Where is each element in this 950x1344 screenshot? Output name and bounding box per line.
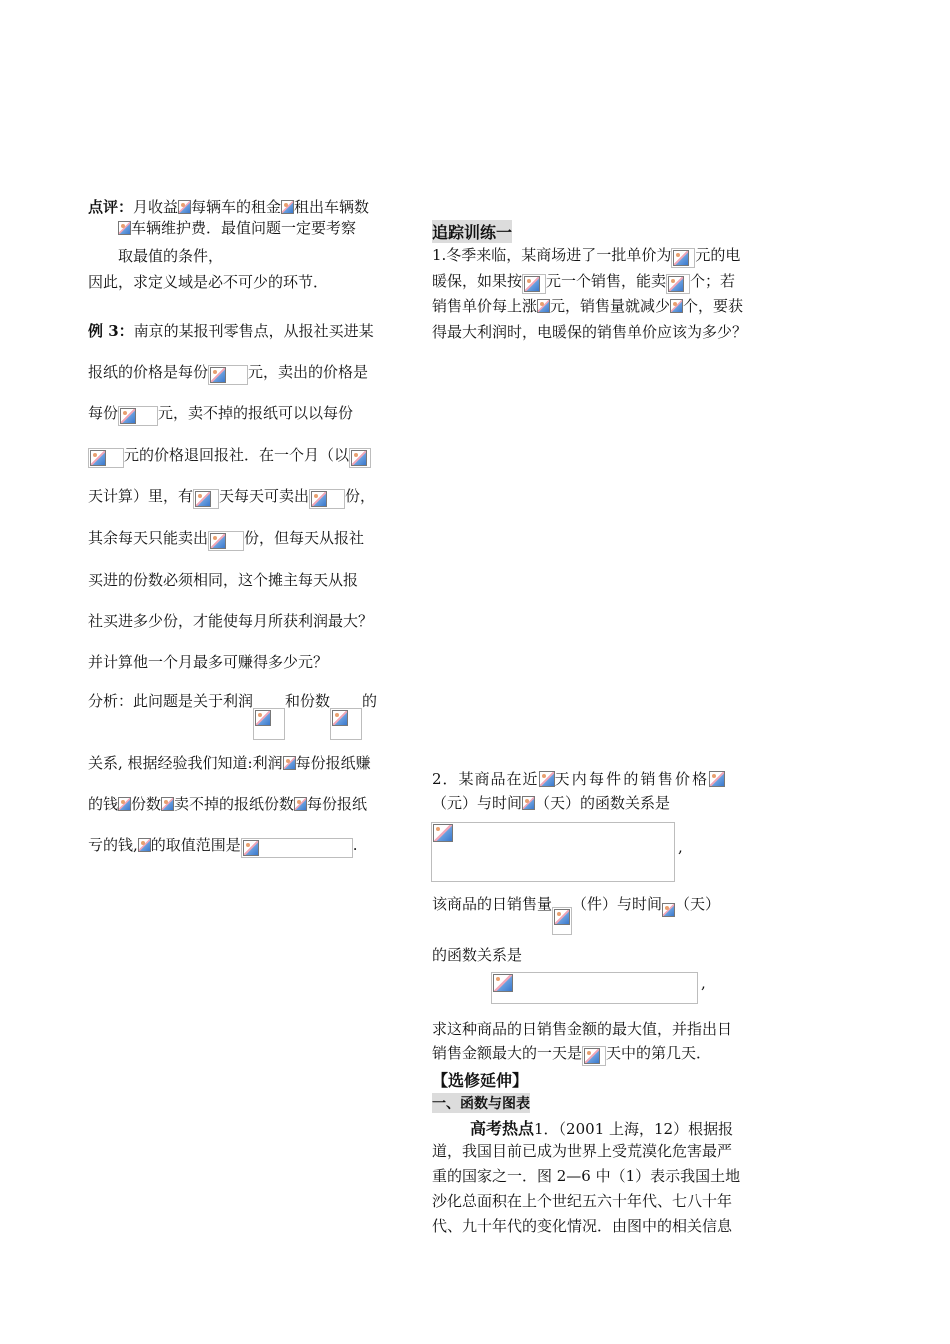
- analysis-text: 的取值范围是: [150, 836, 241, 854]
- formula-box: [309, 489, 345, 509]
- question-text: 2．某商品在近: [432, 770, 539, 788]
- question-text: 个；若: [690, 272, 736, 290]
- example-text: 元的价格退回报社．在一个月（以: [124, 446, 350, 464]
- analysis-text: 每份报纸赚: [295, 754, 371, 772]
- q2-line-4: 的函数关系是: [432, 946, 523, 964]
- formula-box: [666, 274, 690, 294]
- hot-line-1: [470, 1116, 733, 1139]
- formula-image-icon: [118, 221, 131, 235]
- question-text: 1.冬季来临，某商场进了一批单价为: [432, 246, 672, 264]
- analysis-text: 亏的钱,: [88, 836, 138, 854]
- hot-line-3: 重的国家之一．图 2—6 中（1）表示我国土地: [432, 1167, 741, 1185]
- formula-image-icon: [662, 903, 675, 917]
- formula-box: [208, 531, 244, 551]
- formula-image-icon: [118, 797, 131, 811]
- formula-image-icon: [522, 796, 535, 810]
- question-text: 个，要获: [683, 297, 744, 315]
- comma: ,: [701, 974, 706, 992]
- question-text: 天内每件的销售价格: [554, 770, 710, 788]
- analysis-text: 关系, 根据经验我们知道:利润: [88, 754, 283, 772]
- example-text: 南京的某报刊零售点，从报社买进某: [133, 322, 374, 340]
- formula-image-icon: [433, 824, 453, 842]
- question-text: 元的电: [695, 246, 741, 264]
- formula-box: [193, 489, 219, 509]
- q2-line-2: [432, 792, 670, 813]
- formula-box: [522, 274, 546, 294]
- example-text: 份，: [345, 487, 376, 505]
- analysis-text: 份数: [131, 795, 162, 813]
- formula-image-icon: [210, 367, 226, 383]
- formula-box: [349, 448, 371, 468]
- comment-text: 每辆车的租金: [191, 198, 282, 216]
- formula-image-icon: [281, 200, 294, 214]
- q1-line-1: [432, 244, 740, 268]
- q1-line-2: [432, 270, 735, 294]
- example3-line-6: [88, 527, 364, 551]
- analysis-line-3: [88, 793, 367, 814]
- question-text: （元）与时间: [432, 794, 523, 812]
- q2-line-5: 求这种商品的日销售金额的最大值，并指出日: [432, 1020, 733, 1038]
- formula-image-icon: [673, 250, 689, 266]
- example-text: 其余每天只能卖出: [88, 529, 209, 547]
- formula-image-icon: [255, 710, 271, 726]
- example-text: 份，但每天从报社: [244, 529, 365, 547]
- question-text: （天）的函数关系是: [535, 794, 671, 812]
- analysis-text: 和份数: [285, 692, 331, 710]
- analysis-text: 的: [362, 692, 378, 710]
- comment-text: 月收益: [133, 198, 179, 216]
- hot-line-5: 代、九十年代的变化情况．由图中的相关信息: [432, 1217, 733, 1235]
- formula-box: [253, 708, 285, 740]
- question-text: 暖保，如果按: [432, 272, 523, 290]
- formula-box-sales: [491, 972, 698, 1004]
- formula-image-icon: [90, 450, 106, 466]
- example3-line-2: [88, 361, 368, 385]
- formula-image-icon: [537, 299, 550, 313]
- comment-line-2: [118, 217, 356, 238]
- formula-image-icon: [161, 797, 174, 811]
- formula-image-icon: [210, 533, 226, 549]
- example3-line-4: [88, 444, 371, 468]
- analysis-text: .: [352, 836, 358, 854]
- formula-image-icon: [332, 710, 348, 726]
- example-text: 每份: [88, 404, 119, 422]
- comment-line-1: [88, 196, 369, 217]
- formula-image-icon: [584, 1048, 600, 1064]
- question-text: 元一个销售，能卖: [546, 272, 667, 290]
- formula-image-icon: [668, 276, 684, 292]
- question-text: （天）: [675, 895, 721, 913]
- analysis-text: 的钱: [88, 795, 119, 813]
- formula-box: [552, 907, 572, 935]
- paragraph-text: 1．（2001 上海，12）根据报: [534, 1120, 734, 1138]
- analysis-line-2: [88, 752, 371, 773]
- formula-image-icon: [709, 771, 725, 787]
- formula-box: [582, 1046, 606, 1066]
- analysis-line-4: [88, 834, 358, 858]
- q1-line-3: [432, 295, 743, 316]
- comment-text: 租出车辆数: [294, 198, 370, 216]
- extension-title: 【选修延伸】: [432, 1071, 529, 1090]
- hot-line-2: 道，我国目前已成为世界上受荒漠化危害最严: [432, 1142, 733, 1160]
- formula-box: [330, 708, 362, 740]
- comment-line-3: 取最值的条件，: [118, 247, 224, 265]
- example-label: 例 3：: [88, 322, 134, 340]
- formula-image-icon: [351, 450, 367, 466]
- analysis-text: 每份报纸: [307, 795, 368, 813]
- formula-box: [88, 448, 124, 468]
- formula-image-icon: [493, 974, 513, 992]
- comment-line-4: 因此，求定义域是必不可少的环节．: [88, 273, 329, 291]
- question-text: 该商品的日销售量: [432, 895, 553, 913]
- formula-image-icon: [138, 838, 151, 852]
- example3-line-8: 社买进多少份，才能使每月所获利润最大？: [88, 612, 374, 630]
- example3-line-9: 并计算他一个月最多可赚得多少元？: [88, 653, 329, 671]
- section-heading: 一、函数与图表: [432, 1093, 530, 1113]
- example3-line-7: 买进的份数必须相同，这个摊主每天从报: [88, 571, 359, 589]
- analysis-text: 卖不掉的报纸份数: [174, 795, 295, 813]
- analysis-line-1: [88, 690, 377, 740]
- formula-image-icon: [294, 797, 307, 811]
- question-text: 元，销售量就减少: [550, 297, 671, 315]
- formula-image-icon: [178, 200, 191, 214]
- comment-label: 点评：: [88, 198, 134, 216]
- q2-line-1: [432, 768, 725, 789]
- tracking-title: 追踪训练一: [432, 220, 512, 243]
- question-text: 销售单价每上涨: [432, 297, 538, 315]
- comma: ,: [678, 838, 683, 856]
- example-text: 元，卖不掉的报纸可以以每份: [158, 404, 354, 422]
- formula-box: [208, 365, 248, 385]
- hot-line-4: 沙化总面积在上个世纪五六十年代、七八十年: [432, 1192, 733, 1210]
- analysis-text: 分析：此问题是关于利润: [88, 692, 254, 710]
- example3-line-3: [88, 402, 353, 426]
- formula-box: [241, 838, 353, 858]
- example-text: 天每天可卖出: [219, 487, 310, 505]
- formula-box: [671, 248, 695, 268]
- example3-line-1: [88, 320, 374, 341]
- example-text: 报纸的价格是每份: [88, 363, 209, 381]
- question-text: 销售金额最大的一天是: [432, 1044, 583, 1062]
- formula-image-icon: [120, 408, 136, 424]
- comment-text: 车辆维护费．最值问题一定要考察: [131, 219, 357, 237]
- formula-image-icon: [311, 491, 327, 507]
- q2-line-3: [432, 893, 720, 935]
- formula-image-icon: [670, 299, 683, 313]
- formula-image-icon: [524, 276, 540, 292]
- example-text: 元，卖出的价格是: [248, 363, 369, 381]
- formula-image-icon: [283, 756, 296, 770]
- formula-image-icon: [243, 840, 259, 856]
- q2-line-6: [432, 1042, 711, 1066]
- formula-image-icon: [195, 491, 211, 507]
- formula-box-price: [431, 822, 675, 882]
- example-text: 天计算）里，有: [88, 487, 194, 505]
- q1-line-4: 得最大利润时，电暖保的销售单价应该为多少？: [432, 323, 748, 341]
- formula-image-icon: [539, 771, 555, 787]
- question-text: （件）与时间: [572, 895, 663, 913]
- question-text: 天中的第几天．: [606, 1044, 712, 1062]
- example3-line-5: [88, 485, 375, 509]
- formula-box: [118, 406, 158, 426]
- formula-image-icon: [554, 909, 570, 925]
- hot-label: 高考热点: [470, 1119, 535, 1138]
